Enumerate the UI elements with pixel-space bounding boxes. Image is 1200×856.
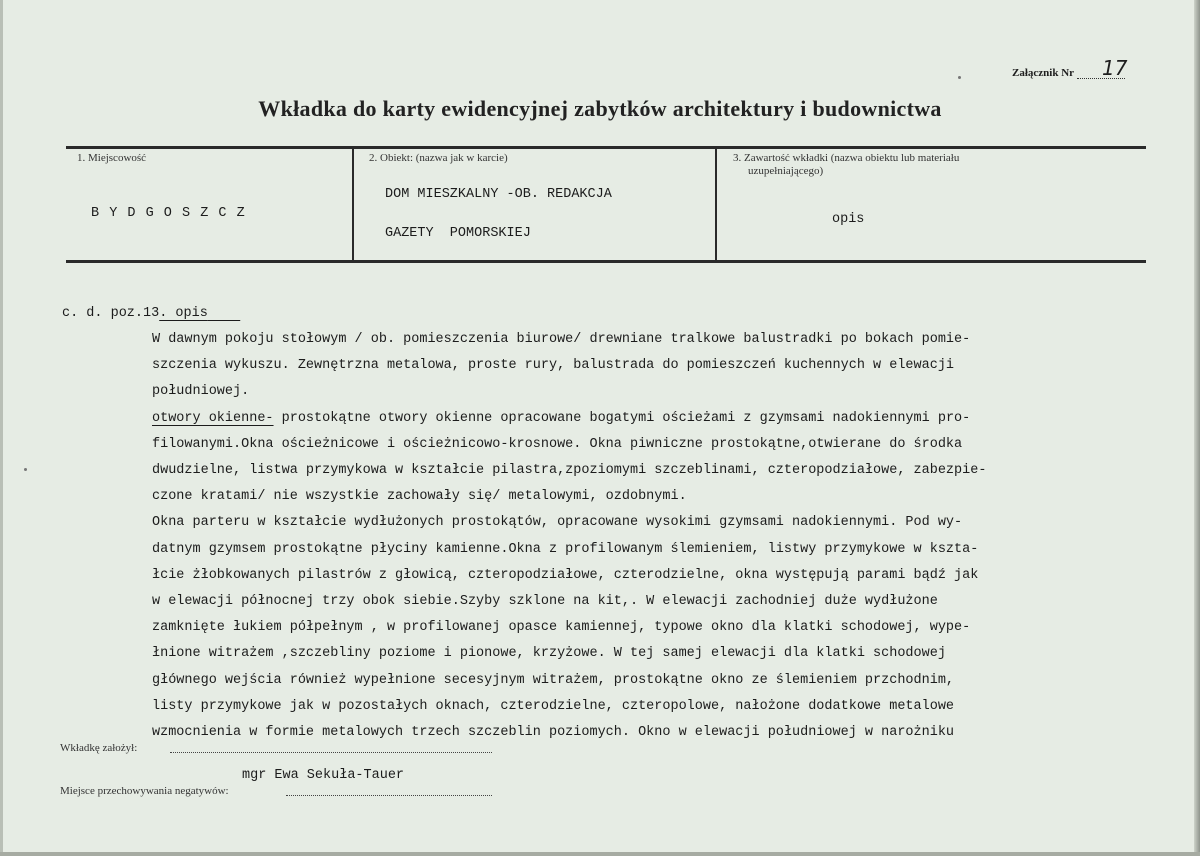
- body-line: zamknięte łukiem półpełnym , w profilowanej opasce kamiennej, typowe okno dla klatki schodowej, wype-: [152, 620, 971, 636]
- body-line: datnym gzymsem prostokątne płyciny kamienne.Okna z profilowanym ślemieniem, listwy przymykowe w kszta-: [152, 541, 979, 557]
- paper-speck: [24, 468, 27, 471]
- storage-dotted-line: [286, 795, 492, 796]
- windows-first-line: prostokątne otwory okienne opracowane bogatymi ościeżami z gzymsami nadokiennymi pro-: [273, 410, 971, 426]
- locality-label: 1. Miejscowość: [77, 152, 147, 164]
- body-line: południowej.: [152, 384, 250, 400]
- founder-label: Wkładkę założył:: [60, 742, 138, 754]
- object-name-line2: GAZETY POMORSKIEJ: [385, 226, 531, 241]
- description-body: [152, 327, 1182, 746]
- windows-heading: otwory okienne-: [152, 410, 274, 426]
- scan-edge-right: [1194, 0, 1200, 856]
- body-line: głównego wejścia również wypełnione secesyjnym witrażem, prostokątne okno ze ślemieniem przchodnim,: [152, 672, 955, 688]
- body-line: filowanymi.Okna ościeżnicowe i ościeżnicowo-krosnowe. Okna piwniczne prostokątne,otwierane do środka: [152, 436, 963, 452]
- body-line: listy przymykowe jak w pozostałych oknach, czterodzielne, czteropolowe, nałożone dodatkowe metalowe: [152, 698, 955, 714]
- body-line: łnione witrażem ,szczebliny poziome i pionowe, krzyżowe. W tej samej elewacji dla klatki schodowej: [152, 646, 946, 662]
- body-line: łcie żłobkowanych pilastrów z głowicą, czteropodziałowe, czterodzielne, okna występują parami bądź jak: [152, 567, 979, 583]
- body-line: szczenia wykuszu. Zewnętrzna metalowa, proste rury, balustrada do pomieszczeń kuchennych w elewacji: [152, 358, 955, 374]
- header-divider-1: [352, 147, 354, 262]
- scan-edge-left: [0, 0, 3, 856]
- body-line: W dawnym pokoju stołowym / ob. pomieszczenia biurowe/ drewniane tralkowe balustradki po bokach pomie-: [152, 332, 971, 347]
- body-line: wzmocnienia w formie metalowych trzech szczeblin poziomych. Okno w elewacji południowej w narożniku: [152, 725, 955, 741]
- content-value: opis: [832, 212, 865, 227]
- section-reference: [62, 306, 240, 321]
- content-label: 3. Zawartość wkładki (nazwa obiektu lub materiału: [733, 152, 960, 164]
- section-ref-prefix: c. d. poz.13: [62, 306, 160, 321]
- paper-speck: [958, 76, 961, 79]
- content-label-cont: uzupełniającego): [748, 165, 824, 177]
- header-top-rule: [66, 146, 1146, 149]
- body-line: Okna parteru w kształcie wydłużonych prostokątów, opracowane wysokimi gzymsami nadokiennymi. Pod wy-: [152, 515, 963, 531]
- founder-name: mgr Ewa Sekuła-Tauer: [242, 768, 405, 783]
- locality-value: B Y D G O S Z C Z: [91, 206, 246, 221]
- object-name-line1: DOM MIESZKALNY -OB. REDAKCJA: [385, 187, 612, 202]
- founder-dotted-line: [170, 752, 492, 753]
- scan-edge-bottom: [0, 852, 1200, 856]
- annex-label: Załącznik Nr: [1012, 67, 1075, 79]
- header-bottom-rule: [66, 260, 1146, 263]
- section-ref-suffix: . opis: [159, 306, 208, 321]
- header-divider-2: [715, 147, 717, 262]
- body-line: dwudzielne, listwa przymykowa w kształcie pilastra,zpoziomymi szczeblinami, czteropodziałowe, zabezpie-: [152, 463, 987, 479]
- negatives-storage-label: Miejsce przechowywania negatywów:: [60, 785, 229, 797]
- annex-number: 17: [1102, 56, 1128, 80]
- page-title: Wkładka do karty ewidencyjnej zabytków architektury i budownictwa: [258, 96, 942, 121]
- body-line: w elewacji północnej trzy obok siebie.Szyby szklone na kit,. W elewacji zachodniej duże wydłużone: [152, 594, 938, 610]
- section-ref-underline-pad: [208, 306, 240, 321]
- object-label: 2. Obiekt: (nazwa jak w karcie): [369, 152, 508, 164]
- windows-paragraph-start: [152, 406, 1182, 432]
- body-line: czone kratami/ nie wszystkie zachowały się/ metalowymi, ozdobnymi.: [152, 489, 687, 505]
